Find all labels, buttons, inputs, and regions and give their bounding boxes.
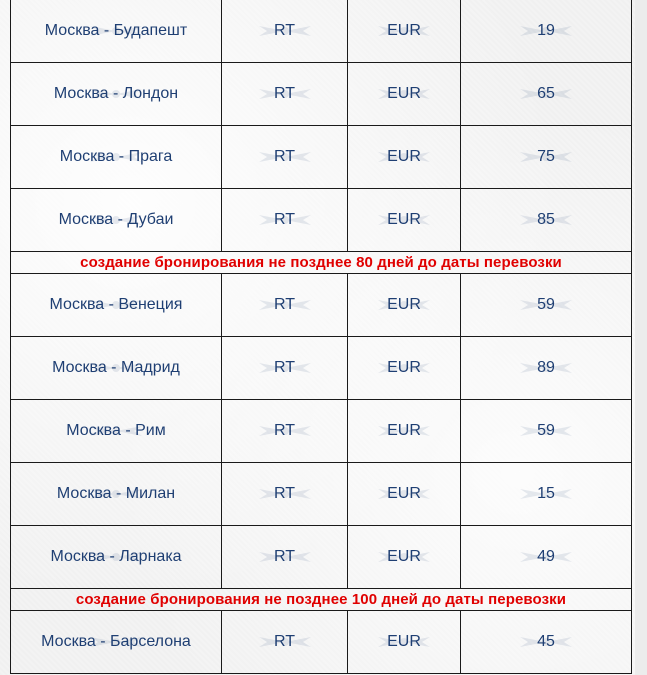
booking-condition-text: создание бронирования не позднее 100 дней до даты перевозки xyxy=(11,589,632,611)
fare-type-cell-text: RT xyxy=(273,359,296,376)
route-cell xyxy=(11,611,222,674)
route-cell xyxy=(11,400,222,463)
fare-type-cell xyxy=(222,400,348,463)
price-cell-text: 65 xyxy=(537,85,555,102)
price-cell-text: 19 xyxy=(537,22,555,39)
fare-type-cell-text: RT xyxy=(273,22,296,39)
booking-condition-text: создание бронирования не позднее 80 дней до даты перевозки xyxy=(11,252,632,274)
fare-row xyxy=(11,189,632,252)
currency-cell-text: EUR xyxy=(387,296,421,313)
currency-cell-text: EUR xyxy=(387,148,421,165)
price-cell-text: 15 xyxy=(537,485,555,502)
price-cell-text: 59 xyxy=(537,296,555,313)
fare-table xyxy=(10,0,632,674)
route-cell xyxy=(11,63,222,126)
currency-cell xyxy=(348,0,461,63)
currency-cell xyxy=(348,189,461,252)
fare-type-cell-text: RT xyxy=(273,211,296,228)
currency-cell-text: EUR xyxy=(387,359,421,376)
currency-cell-text: EUR xyxy=(387,485,421,502)
currency-cell xyxy=(348,63,461,126)
fare-row xyxy=(11,0,632,63)
price-cell xyxy=(461,611,632,674)
route-cell-text: Москва - Рим xyxy=(66,422,166,439)
fare-type-cell xyxy=(222,463,348,526)
currency-cell xyxy=(348,274,461,337)
route-cell xyxy=(11,274,222,337)
route-cell-text: Москва - Мадрид xyxy=(52,359,180,376)
route-cell-text: Москва - Венеция xyxy=(49,296,183,313)
fare-type-cell xyxy=(222,337,348,400)
route-cell-text: Москва - Барселона xyxy=(41,633,191,650)
fare-row xyxy=(11,463,632,526)
fare-type-cell xyxy=(222,611,348,674)
page-right-edge xyxy=(635,0,647,675)
route-cell xyxy=(11,189,222,252)
booking-condition-row xyxy=(11,589,632,611)
currency-cell-text: EUR xyxy=(387,422,421,439)
fare-type-cell xyxy=(222,274,348,337)
route-cell xyxy=(11,463,222,526)
fare-type-cell-text: RT xyxy=(273,548,296,565)
currency-cell-text: EUR xyxy=(387,211,421,228)
fare-table-body xyxy=(11,0,632,674)
fare-row xyxy=(11,274,632,337)
price-cell-text: 49 xyxy=(537,548,555,565)
price-cell xyxy=(461,274,632,337)
price-cell-text: 75 xyxy=(537,148,555,165)
price-cell xyxy=(461,126,632,189)
price-cell-text: 59 xyxy=(537,422,555,439)
fare-type-cell xyxy=(222,0,348,63)
route-cell-text: Москва - Лондон xyxy=(53,85,179,102)
fare-type-cell xyxy=(222,526,348,589)
price-cell xyxy=(461,400,632,463)
fare-row xyxy=(11,63,632,126)
currency-cell xyxy=(348,611,461,674)
fare-type-cell-text: RT xyxy=(273,485,296,502)
route-cell-text: Москва - Ларнака xyxy=(50,548,182,565)
currency-cell-text: EUR xyxy=(387,633,421,650)
price-cell xyxy=(461,463,632,526)
currency-cell xyxy=(348,526,461,589)
fare-row xyxy=(11,400,632,463)
route-cell-text: Москва - Прага xyxy=(59,148,173,165)
currency-cell-text: EUR xyxy=(387,85,421,102)
currency-cell xyxy=(348,126,461,189)
fare-type-cell-text: RT xyxy=(273,85,296,102)
route-cell-text: Москва - Дубаи xyxy=(58,211,174,228)
fare-type-cell-text: RT xyxy=(273,148,296,165)
price-cell xyxy=(461,189,632,252)
route-cell xyxy=(11,126,222,189)
price-cell xyxy=(461,337,632,400)
fare-row xyxy=(11,126,632,189)
currency-cell-text: EUR xyxy=(387,22,421,39)
booking-condition-row xyxy=(11,252,632,274)
price-cell xyxy=(461,526,632,589)
price-cell xyxy=(461,0,632,63)
route-cell-text: Москва - Милан xyxy=(56,485,176,502)
route-cell xyxy=(11,337,222,400)
price-cell-text: 85 xyxy=(537,211,555,228)
fare-type-cell-text: RT xyxy=(273,422,296,439)
fare-row xyxy=(11,337,632,400)
fare-type-cell-text: RT xyxy=(273,296,296,313)
currency-cell xyxy=(348,337,461,400)
fare-type-cell xyxy=(222,126,348,189)
fare-type-cell xyxy=(222,189,348,252)
price-cell-text: 89 xyxy=(537,359,555,376)
route-cell xyxy=(11,526,222,589)
fare-row xyxy=(11,611,632,674)
route-cell-text: Москва - Будапешт xyxy=(44,22,188,39)
fare-type-cell-text: RT xyxy=(273,633,296,650)
currency-cell-text: EUR xyxy=(387,548,421,565)
fare-row xyxy=(11,526,632,589)
currency-cell xyxy=(348,463,461,526)
fare-type-cell xyxy=(222,63,348,126)
price-cell xyxy=(461,63,632,126)
price-cell-text: 45 xyxy=(537,633,555,650)
currency-cell xyxy=(348,400,461,463)
route-cell xyxy=(11,0,222,63)
